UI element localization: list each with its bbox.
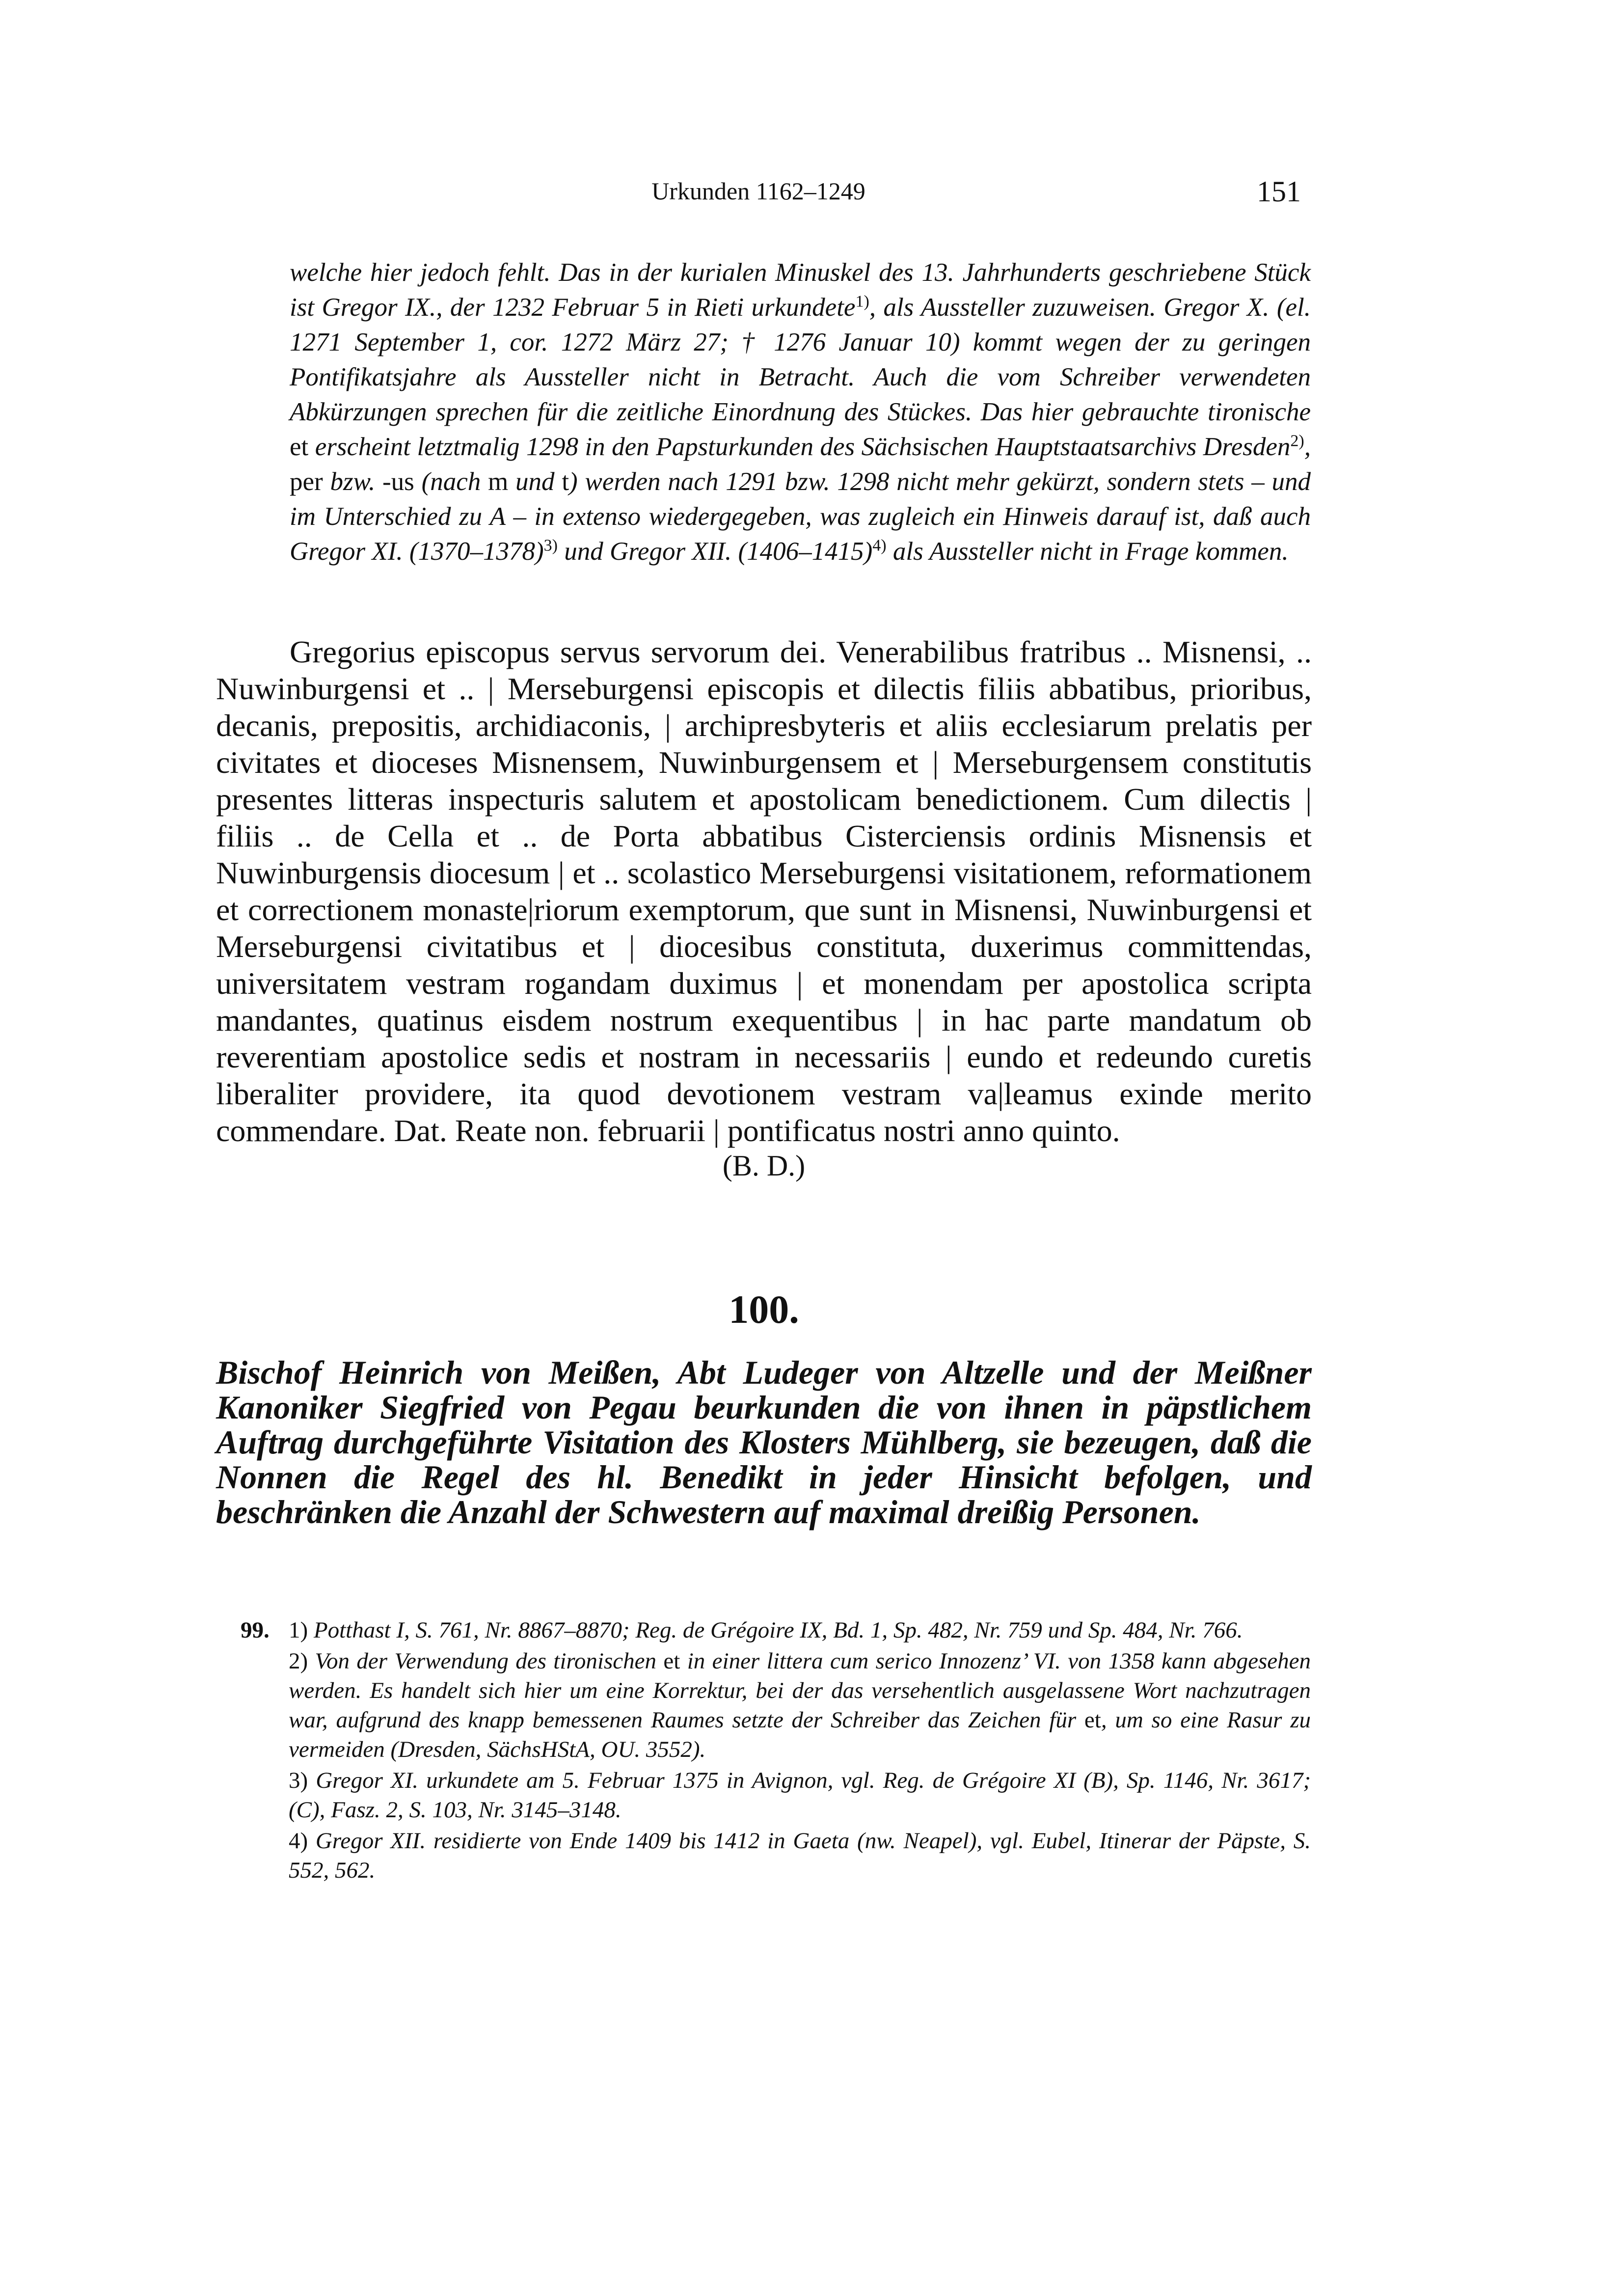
footnote-1: 99. 1) Potthast I, S. 761, Nr. 8867–8870; Reg. de Grégoire IX, Bd. 1, Sp. 482, Nr. 759 und Sp. 484, Nr. 766. [241, 1615, 1311, 1645]
seal-note: (B. D.) [722, 1149, 806, 1182]
document-number: 100. [729, 1287, 799, 1332]
footnote-3: 3) Gregor XI. urkundete am 5. Februar 1375 in Avignon, vgl. Reg. de Grégoire XI (B), Sp. 1146, Nr. 3617; (C), Fasz. 2, S. 103, Nr. 3145–3148. [289, 1768, 1311, 1823]
footnote-ref-3[interactable]: 3) [543, 536, 558, 555]
page-header [216, 172, 1301, 216]
running-title: Urkunden 1162–1249 [651, 177, 865, 205]
main-text: Gregorius episcopus servus servorum dei. Venerabilibus fratribus .. Misnensi, .. Nuwinburgensi et .. | Merseburgensi episcopis et dilectis filiis abbatibus, prioribus, decanis, prepositis, archidiaconis, | archipresbyteris et aliis ecclesiarum prelatis per civitates et dioceses Misnensem, Nuwinburgensem et | Merseburgensem constitutis presentes litteras inspecturis salutem et apostolicam benedictionem. Cum dilectis | filiis .. de Cella et .. de Porta abbatibus Cisterciensis ordinis Misnensis et Nuwinburgensis diocesum | et .. scolastico Merseburgensi visitationem, reformationem et correctionem monaste|riorum exemptorum, que sunt in Misnensi, Nuwinburgensi et Merseburgensi civitatibus et | diocesibus constituta, duxerimus committendas, universitatem vestram rogandam duximus | et monendam per apostolica scripta mandantes, quatinus eisdem nostrum exequentibus | in hac parte mandatum ob reverentiam apostolice sedis et nostram in necessariis | eundo et redeundo curetis liberaliter providere, ita quod devotionem vestram va|leamus exinde merito commendare. Dat. Reate non. februarii | pontificatus nostri anno quinto. [216, 634, 1312, 1148]
footnote-ref-2[interactable]: 2) [1290, 432, 1304, 450]
page-number: 151 [1257, 175, 1301, 208]
intro-paragraph: welche hier jedoch fehlt. Das in der kurialen Minuskel des 13. Jahrhunderts geschriebene Stück ist Gregor IX., der 1232 Februar 5 in Rieti urkundete$^{1)}$, als Aussteller zuzuweisen. Gregor X. (el. 1271 September 1, cor. 1272 März 27; † 1276 Januar 10) kommt wegen der zu geringen Pontifikatsjahre als Aussteller nicht in Betracht. Auch die vom Schreiber verwendeten Abkürzungen sprechen für die zeitliche Einordnung des Stückes. Das hier gebrauchte tironische et erscheint letztmalig 1298 in den Papsturkunden des Sächsischen Hauptstaatsarchivs Dresden$^{2)}$, per bzw. -us (nach m und t) werden nach 1291 bzw. 1298 nicht mehr gekürzt, sondern stets – und im Unterschied zu A – in extenso wiedergegeben, was zugleich ein Hinweis darauf ist, daß auch Gregor XI. (1370–1378)$^{3)}$ und Gregor XII. (1406–1415)$^{4)}$ als Aussteller nicht in Frage kommen. [290, 258, 1311, 566]
footnote-ref-1[interactable]: 1) [855, 292, 869, 311]
footnote-ref-4[interactable]: 4) [872, 536, 887, 555]
footnote-document-ref: 99. [241, 1617, 270, 1643]
document-title: Bischof Heinrich von Meißen, Abt Ludeger von Altzelle und der Meißner Kanoniker Siegfried von Pegau beurkunden die von ihnen in päpstlichem Auftrag durchgeführte Visitation des Klosters Mühlberg, sie bezeugen, daß die Nonnen die Regel des hl. Benedikt in jeder Hinsicht befolgen, und beschränken die Anzahl der Schwestern auf maximal dreißig Personen. [216, 1354, 1312, 1531]
footnote-2: 2) Von der Verwendung des tironischen et in einer littera cum serico Innozenz’ VI. von 1358 kann abgesehen werden. Es handelt sich hier um eine Korrektur, bei der das versehentlich ausgelassene Wort nachzutragen war, aufgrund des knapp bemessenen Raumes setzte der Schreiber das Zeichen für et, um so eine Rasur zu vermeiden (Dresden, SächsHStA, OU. 3552). [289, 1648, 1311, 1762]
footnote-4: 4) Gregor XII. residierte von Ende 1409 bis 1412 in Gaeta (nw. Neapel), vgl. Eubel, Itinerar der Päpste, S. 552, 562. [289, 1828, 1311, 1883]
footnotes [241, 1615, 1311, 1886]
